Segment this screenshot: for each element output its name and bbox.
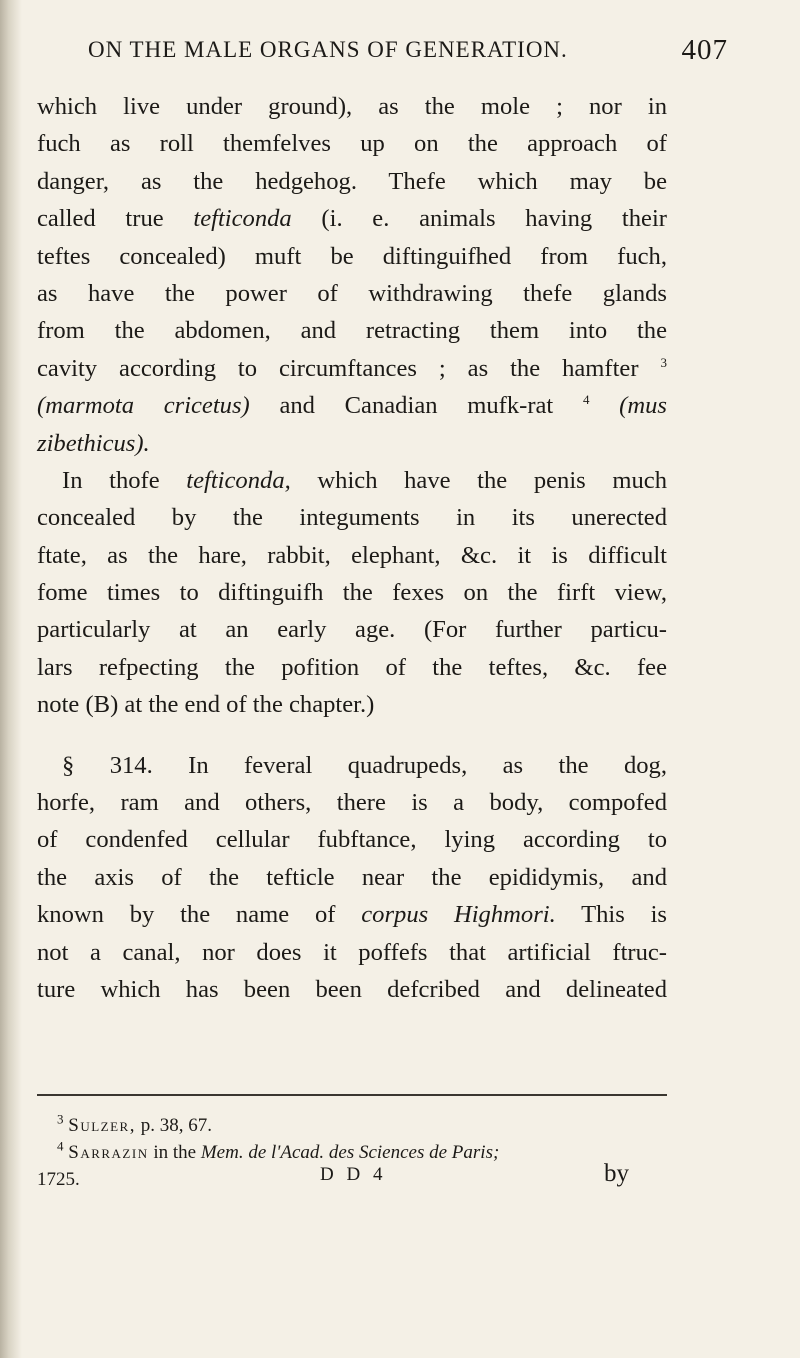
text-line: [37, 200, 667, 237]
book-binding-edge: [0, 0, 22, 1358]
paragraph-1: [37, 88, 667, 462]
text-span: cavity according to circumftances ; as the hamfter: [37, 354, 639, 382]
section-gap: [37, 724, 667, 747]
text-line: from the abdomen, and retracting them into the: [37, 317, 667, 345]
footnote-2: [37, 1139, 667, 1166]
text-line: the axis of the tefticle near the epididymis, and: [37, 863, 667, 891]
text-line: danger, as the hedgehog. Thefe which may be: [37, 167, 667, 195]
text-line: ture which has been been defcribed and delineated: [37, 975, 667, 1003]
italic-term: corpus Highmori.: [361, 901, 556, 929]
body-text: [37, 88, 667, 1008]
footnote-text: in the: [148, 1142, 201, 1163]
text-line: [37, 425, 667, 462]
text-line: [37, 462, 667, 499]
printer-signature: D D 4: [320, 1164, 387, 1185]
text-line: [37, 350, 667, 387]
footnote-ref: 3: [660, 354, 667, 370]
italic-term: (mus: [619, 392, 667, 420]
text-line: teftes concealed) muft be diftinguifhed from fuch,: [37, 242, 667, 270]
italic-term: tefticonda,: [186, 466, 291, 494]
text-line: [37, 896, 667, 933]
footnote-italic-title: Mem. de l'Acad. des Sciences de Paris;: [200, 1142, 500, 1163]
text-span: and Canadian mufk-rat: [249, 392, 554, 420]
text-span: called true: [37, 205, 194, 233]
text-line: note (B) at the end of the chapter.): [37, 691, 375, 719]
paragraph-2: [37, 462, 667, 724]
running-title: ON THE MALE ORGANS OF GENERATION.: [88, 37, 568, 62]
footnote-rule: [37, 1094, 667, 1096]
footnote-mark: 4: [57, 1138, 64, 1154]
text-line: fome times to diftinguifh the fexes on the firft view,: [37, 579, 667, 607]
catchword: by: [604, 1160, 629, 1187]
page-number: 407: [681, 34, 728, 66]
paragraph-3: [37, 747, 667, 1009]
text-line: lars refpecting the pofition of the teftes, &c. fee: [37, 653, 667, 681]
text-span: In thofe: [62, 466, 187, 494]
text-line: concealed by the integuments in its unerected: [37, 504, 667, 532]
text-line: ftate, as the hare, rabbit, elephant, &c. it is difficult: [37, 541, 667, 569]
text-line: [37, 387, 667, 424]
footnote-text: p. 38, 67.: [135, 1115, 212, 1136]
running-header: [88, 36, 728, 64]
text-span: which have the penis much: [290, 466, 667, 494]
italic-term: tefticonda: [193, 205, 292, 233]
italic-term: (marmota cricetus): [37, 392, 250, 420]
text-span: This is: [555, 901, 667, 929]
text-line: horfe, ram and others, there is a body, compofed: [37, 789, 667, 817]
footnote-mark: 3: [57, 1111, 64, 1127]
text-line: not a canal, nor does it poffefs that artificial ftruc-: [37, 938, 667, 966]
footnote-1: [37, 1112, 667, 1139]
text-line: as have the power of withdrawing thefe glands: [37, 279, 667, 307]
footnote-2-year: 1725.: [37, 1169, 80, 1190]
text-line: of condenfed cellular fubftance, lying according to: [37, 826, 667, 854]
text-line: fuch as roll themfelves up on the approach of: [37, 130, 667, 158]
text-span: known by the name of: [37, 901, 362, 929]
footnote-author: Sarrazin: [68, 1142, 149, 1163]
section-heading-line: § 314. In feveral quadrupeds, as the dog,: [62, 751, 667, 779]
text-line: which live under ground), as the mole ; nor in: [37, 93, 667, 120]
italic-term: zibethicus).: [37, 429, 150, 457]
footnote-author: Sulzer,: [68, 1115, 136, 1136]
text-span: (i. e. animals having their: [291, 205, 667, 233]
footnote-ref: 4: [582, 391, 590, 407]
text-line: particularly at an early age. (For further particu-: [37, 616, 667, 644]
